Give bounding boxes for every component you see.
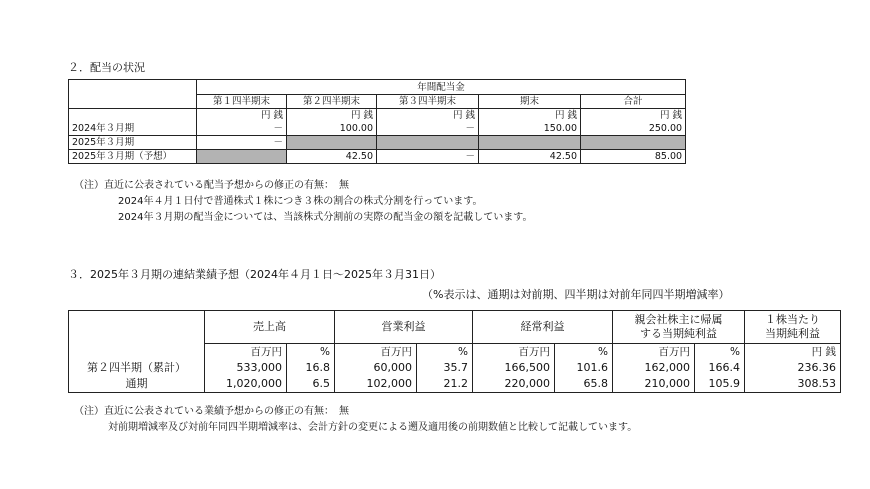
forecast-value: 16.8 bbox=[287, 360, 335, 376]
forecast-note: （注）直近に公表されている業績予想からの修正の有無： 無 bbox=[74, 406, 349, 417]
dividend-value: 85.00 bbox=[581, 150, 686, 164]
dividend-row bbox=[69, 122, 686, 136]
dividend-unit-row bbox=[69, 109, 686, 123]
dividend-column-header-row bbox=[69, 95, 686, 109]
dividend-group-header: 年間配当金 bbox=[197, 80, 686, 95]
dividend-row-label: 2024年３月期 bbox=[69, 122, 197, 136]
forecast-unit-row bbox=[69, 344, 841, 361]
forecast-value: 101.6 bbox=[555, 360, 613, 376]
forecast-row bbox=[69, 360, 841, 376]
dividend-unit-cell: 円 銭 bbox=[479, 109, 581, 123]
forecast-corner-cell bbox=[69, 311, 205, 344]
forecast-unit-cell: 百万円 bbox=[473, 344, 555, 361]
forecast-unit-cell: 百万円 bbox=[205, 344, 287, 361]
dividend-value: － bbox=[197, 136, 287, 150]
forecast-table bbox=[68, 310, 841, 393]
forecast-unit-cell: 百万円 bbox=[613, 344, 695, 361]
dividend-corner-cell bbox=[69, 80, 197, 95]
dividend-value: － bbox=[377, 122, 479, 136]
forecast-value: 162,000 bbox=[613, 360, 695, 376]
dividend-table bbox=[68, 79, 686, 164]
forecast-row-label: 第２四半期（累計） bbox=[69, 360, 205, 376]
dividend-row-label: 2025年３月期（予想） bbox=[69, 150, 197, 164]
dividend-value: 100.00 bbox=[287, 122, 377, 136]
dividend-row bbox=[69, 136, 686, 150]
forecast-value: 1,020,000 bbox=[205, 376, 287, 393]
dividend-unit-cell: 円 銭 bbox=[197, 109, 287, 123]
forecast-header-row bbox=[69, 311, 841, 344]
forecast-value: 35.7 bbox=[417, 360, 473, 376]
dividend-col-header: 第２四半期末 bbox=[287, 95, 377, 109]
forecast-col-header: 経常利益 bbox=[473, 311, 613, 344]
forecast-value: 533,000 bbox=[205, 360, 287, 376]
dividend-row-label: 2025年３月期 bbox=[69, 136, 197, 150]
dividend-value: 250.00 bbox=[581, 122, 686, 136]
section3-title: ３．2025年３月期の連結業績予想（2024年４月１日～2025年３月31日） bbox=[68, 268, 441, 281]
dividend-value: 150.00 bbox=[479, 122, 581, 136]
forecast-col-header: １株当たり 当期純利益 bbox=[745, 311, 841, 344]
forecast-col-header: 営業利益 bbox=[335, 311, 473, 344]
forecast-value: 166.4 bbox=[695, 360, 745, 376]
dividend-value: － bbox=[377, 150, 479, 164]
forecast-row-label: 通期 bbox=[69, 376, 205, 393]
dividend-empty-cell bbox=[197, 150, 287, 164]
dividend-col-header: 期末 bbox=[479, 95, 581, 109]
forecast-unit-cell: % bbox=[695, 344, 745, 361]
forecast-value: 308.53 bbox=[745, 376, 841, 393]
forecast-value: 6.5 bbox=[287, 376, 335, 393]
dividend-col-header: 第１四半期末 bbox=[197, 95, 287, 109]
section3-subtitle: （%表示は、通期は対前期、四半期は対前年同四半期増減率） bbox=[422, 288, 730, 301]
dividend-empty-cell bbox=[581, 136, 686, 150]
forecast-unit-cell: % bbox=[287, 344, 335, 361]
dividend-empty-cell bbox=[377, 136, 479, 150]
dividend-unit-cell: 円 銭 bbox=[581, 109, 686, 123]
forecast-unit-cell: % bbox=[417, 344, 473, 361]
forecast-value: 105.9 bbox=[695, 376, 745, 393]
dividend-unit-cell: 円 銭 bbox=[287, 109, 377, 123]
forecast-unit-cell: % bbox=[555, 344, 613, 361]
dividend-note: 2024年４月１日付で普通株式１株につき３株の割合の株式分割を行っています。 bbox=[118, 196, 483, 207]
dividend-col-header: 第３四半期末 bbox=[377, 95, 479, 109]
dividend-unit-cell: 円 銭 bbox=[377, 109, 479, 123]
dividend-note: （注）直近に公表されている配当予想からの修正の有無： 無 bbox=[74, 180, 349, 191]
forecast-unit-cell: 円 銭 bbox=[745, 344, 841, 361]
forecast-row bbox=[69, 376, 841, 393]
forecast-value: 166,500 bbox=[473, 360, 555, 376]
forecast-note: 対前期増減率及び対前年同四半期増減率は、会計方針の変更による遡及適用後の前期数値と比較して記載しています。 bbox=[108, 422, 638, 433]
forecast-value: 21.2 bbox=[417, 376, 473, 393]
forecast-col-header: 親会社株主に帰属 する当期純利益 bbox=[613, 311, 745, 344]
dividend-note: 2024年３月期の配当金については、当該株式分割前の実際の配当金の額を記載しています。 bbox=[118, 212, 533, 223]
dividend-col-header: 合計 bbox=[581, 95, 686, 109]
dividend-value: 42.50 bbox=[287, 150, 377, 164]
dividend-empty-cell bbox=[287, 136, 377, 150]
dividend-empty-cell bbox=[479, 136, 581, 150]
forecast-value: 236.36 bbox=[745, 360, 841, 376]
dividend-group-header-row bbox=[69, 80, 686, 95]
forecast-unit-cell: 百万円 bbox=[335, 344, 417, 361]
section2-title: ２．配当の状況 bbox=[68, 61, 145, 74]
forecast-value: 60,000 bbox=[335, 360, 417, 376]
forecast-col-header: 売上高 bbox=[205, 311, 335, 344]
forecast-value: 65.8 bbox=[555, 376, 613, 393]
forecast-value: 210,000 bbox=[613, 376, 695, 393]
forecast-value: 220,000 bbox=[473, 376, 555, 393]
dividend-value: 42.50 bbox=[479, 150, 581, 164]
forecast-value: 102,000 bbox=[335, 376, 417, 393]
dividend-row bbox=[69, 150, 686, 164]
dividend-value: － bbox=[197, 122, 287, 136]
